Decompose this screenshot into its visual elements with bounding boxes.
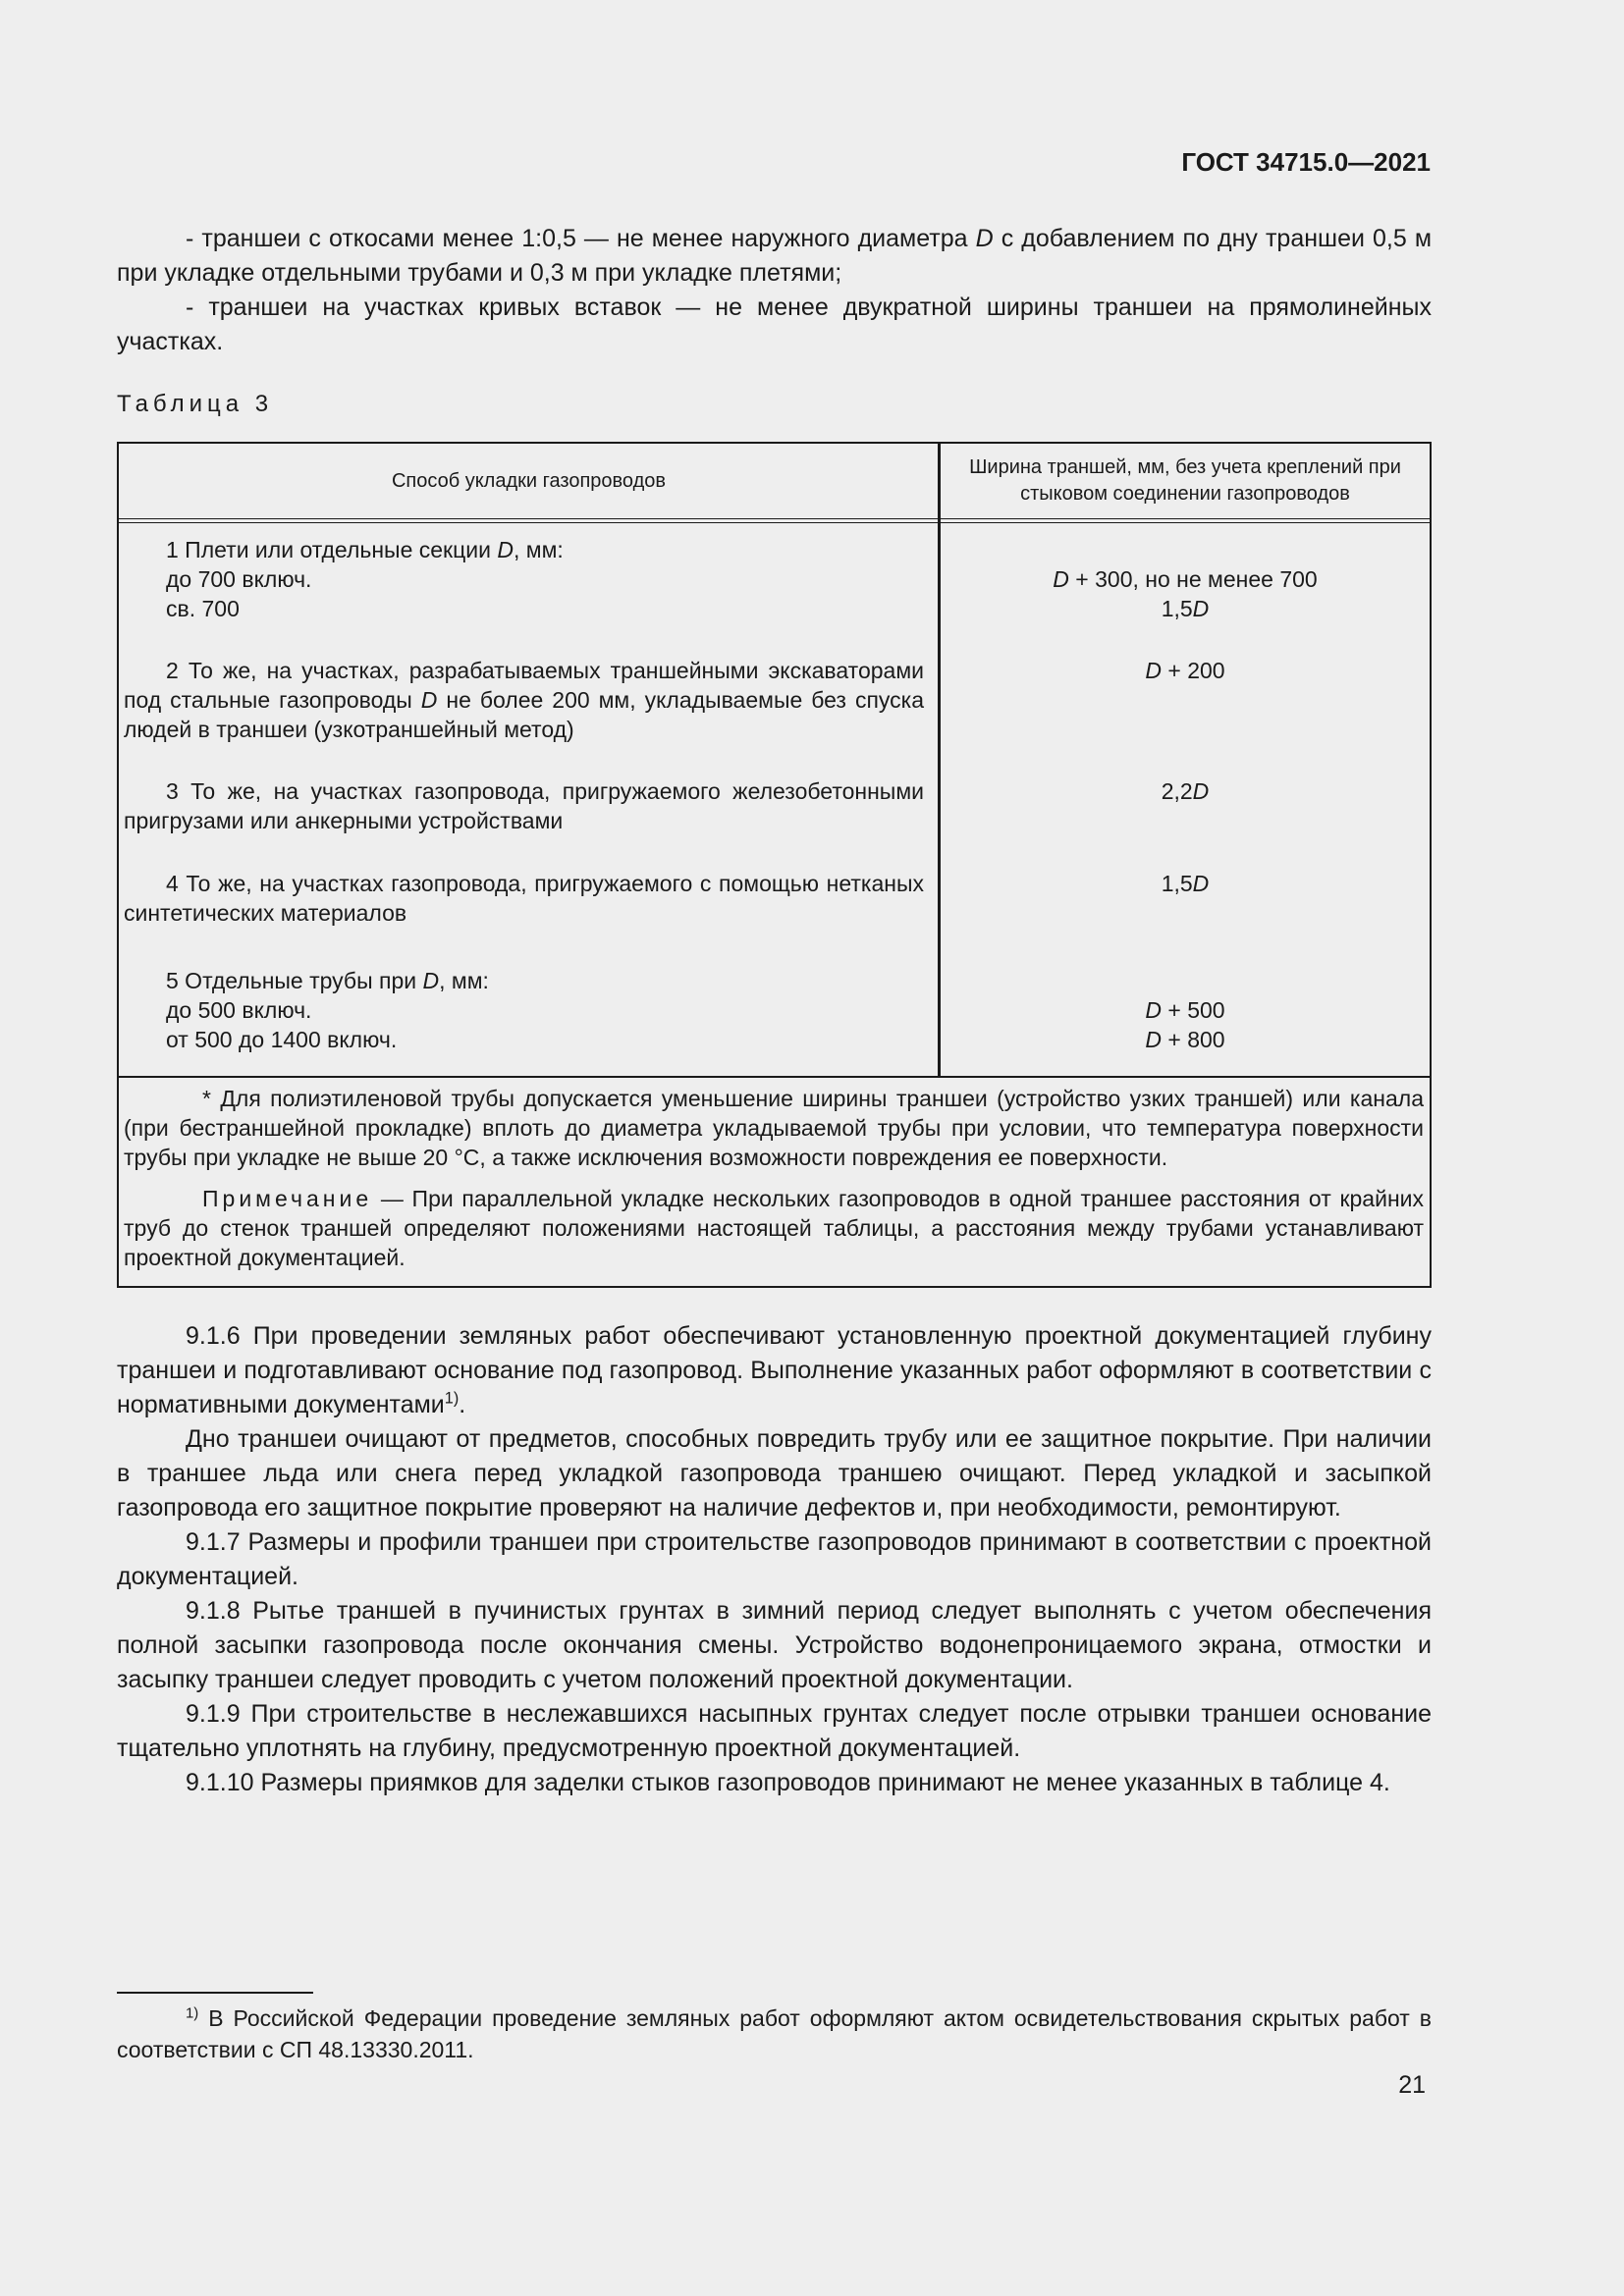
- table-caption: Таблица 3: [117, 391, 274, 417]
- intro-paragraph-2: - траншеи на участках кривых вставок — не менее двукратной ширины траншеи на прямолинейных участках.: [117, 294, 1432, 355]
- section-9-1-10: 9.1.10 Размеры приямков для заделки стыков газопроводов принимают не менее указанных в таблице 4.: [186, 1769, 1390, 1796]
- table-note: Примечание — При параллельной укладке нескольких газопроводов в одной траншее расстояния от крайних труб до стенок траншей определяют положениями настоящей таблицы, а расстояния между трубами устанавливают проектной документацией.: [124, 1186, 1424, 1270]
- column-divider: [938, 444, 941, 1076]
- document-header: ГОСТ 34715.0—2021: [1181, 147, 1431, 177]
- table-row-5-width: D + 500 D + 800: [1145, 997, 1225, 1052]
- footnote: $^{1)}$ В Российской Федерации проведение земляных работ оформляют актом освидетельствования скрытых работ в соответствии с СП 48.13330.2011.: [117, 2004, 1432, 2062]
- table-row-4-method: 4 То же, на участках газопровода, пригружаемого с помощью нетканых синтетических материалов: [124, 871, 924, 926]
- table-row-2-width: D + 200: [1145, 658, 1225, 683]
- header-divider: [119, 518, 1430, 523]
- table-row-2-method: 2 То же, на участках, разрабатываемых траншейными экскаваторами под стальные газопроводы D не более 200 мм, укладываемые без спуска людей в траншеи (узкотраншейный метод): [124, 658, 924, 742]
- page-number: 21: [1398, 2071, 1426, 2099]
- section-9-1-6: 9.1.6 При проведении земляных работ обеспечивают установленную проектной документацией глубину траншеи и подготавливают основание под газопровод. Выполнение указанных работ оформляют в соответствии с нормативными документами$^{1)}$.: [117, 1322, 1432, 1418]
- table-row-5-method: 5 Отдельные трубы при D, мм: до 500 включ. от 500 до 1400 включ.: [166, 968, 489, 1052]
- section-9-1-8: 9.1.8 Рытье траншей в пучинистых грунтах в зимний период следует выполнять с учетом обеспечения полной засыпки газопровода после окончания смены. Устройство водонепроницаемого экрана, отмостки и засыпку траншеи следует проводить с учетом положений проектной документации.: [117, 1597, 1432, 1693]
- section-9-1-6-paragraph-2: Дно траншеи очищают от предметов, способных повредить трубу или ее защитное покрытие. При наличии в траншее льда или снега перед укладкой газопровода траншею очищают. Перед укладкой и засыпкой газопровода его защитное покрытие проверяют на наличие дефектов и, при необходимости, ремонтируют.: [117, 1425, 1432, 1522]
- table-notes: [119, 1084, 1429, 1284]
- intro-text: [117, 222, 1432, 359]
- intro-paragraph-1: - траншеи с откосами менее 1:0,5 — не менее наружного диаметра D с добавлением по дну траншеи 0,5 м при укладке отдельными трубами и 0,3 м при укладке плетями;: [117, 225, 1433, 287]
- footnote-rule: [117, 1992, 313, 1994]
- table-header-width: Ширина траншей, мм, без учета креплений при стыковом соединении газопроводов: [969, 456, 1401, 505]
- footnote-star: * Для полиэтиленовой трубы допускается уменьшение ширины траншеи (устройство узких траншей) или канала (при бестраншейной прокладке) вплоть до диаметра укладываемой трубы при условии, что температура поверхности трубы при укладке не выше 20 °С, а также исключения возможности повреждения ее поверхности.: [124, 1086, 1424, 1170]
- table-row-1-method: 1 Плети или отдельные секции D, мм: до 700 включ. св. 700: [166, 537, 564, 621]
- section-9-1-9: 9.1.9 При строительстве в неслежавшихся насыпных грунтах следует после отрывки траншеи основание тщательно уплотнять на глубину, предусмотренную проектной документацией.: [117, 1700, 1432, 1762]
- table-row-3-width: 2,2D: [1161, 778, 1210, 804]
- main-text: [117, 1319, 1432, 1800]
- table-header-method: Способ укладки газопроводов: [391, 469, 667, 492]
- table-row-1-width: D + 300, но не менее 700 1,5D: [1053, 566, 1318, 621]
- table-row-3-method: 3 То же, на участках газопровода, пригружаемого железобетонными пригрузами или анкерными устройствами: [124, 778, 924, 833]
- section-9-1-7: 9.1.7 Размеры и профили траншеи при строительстве газопроводов принимают в соответствии с проектной документацией.: [117, 1528, 1432, 1590]
- notes-divider: [119, 1076, 1430, 1078]
- table-row-4-width: 1,5D: [1161, 871, 1210, 896]
- table-3: [117, 442, 1432, 1288]
